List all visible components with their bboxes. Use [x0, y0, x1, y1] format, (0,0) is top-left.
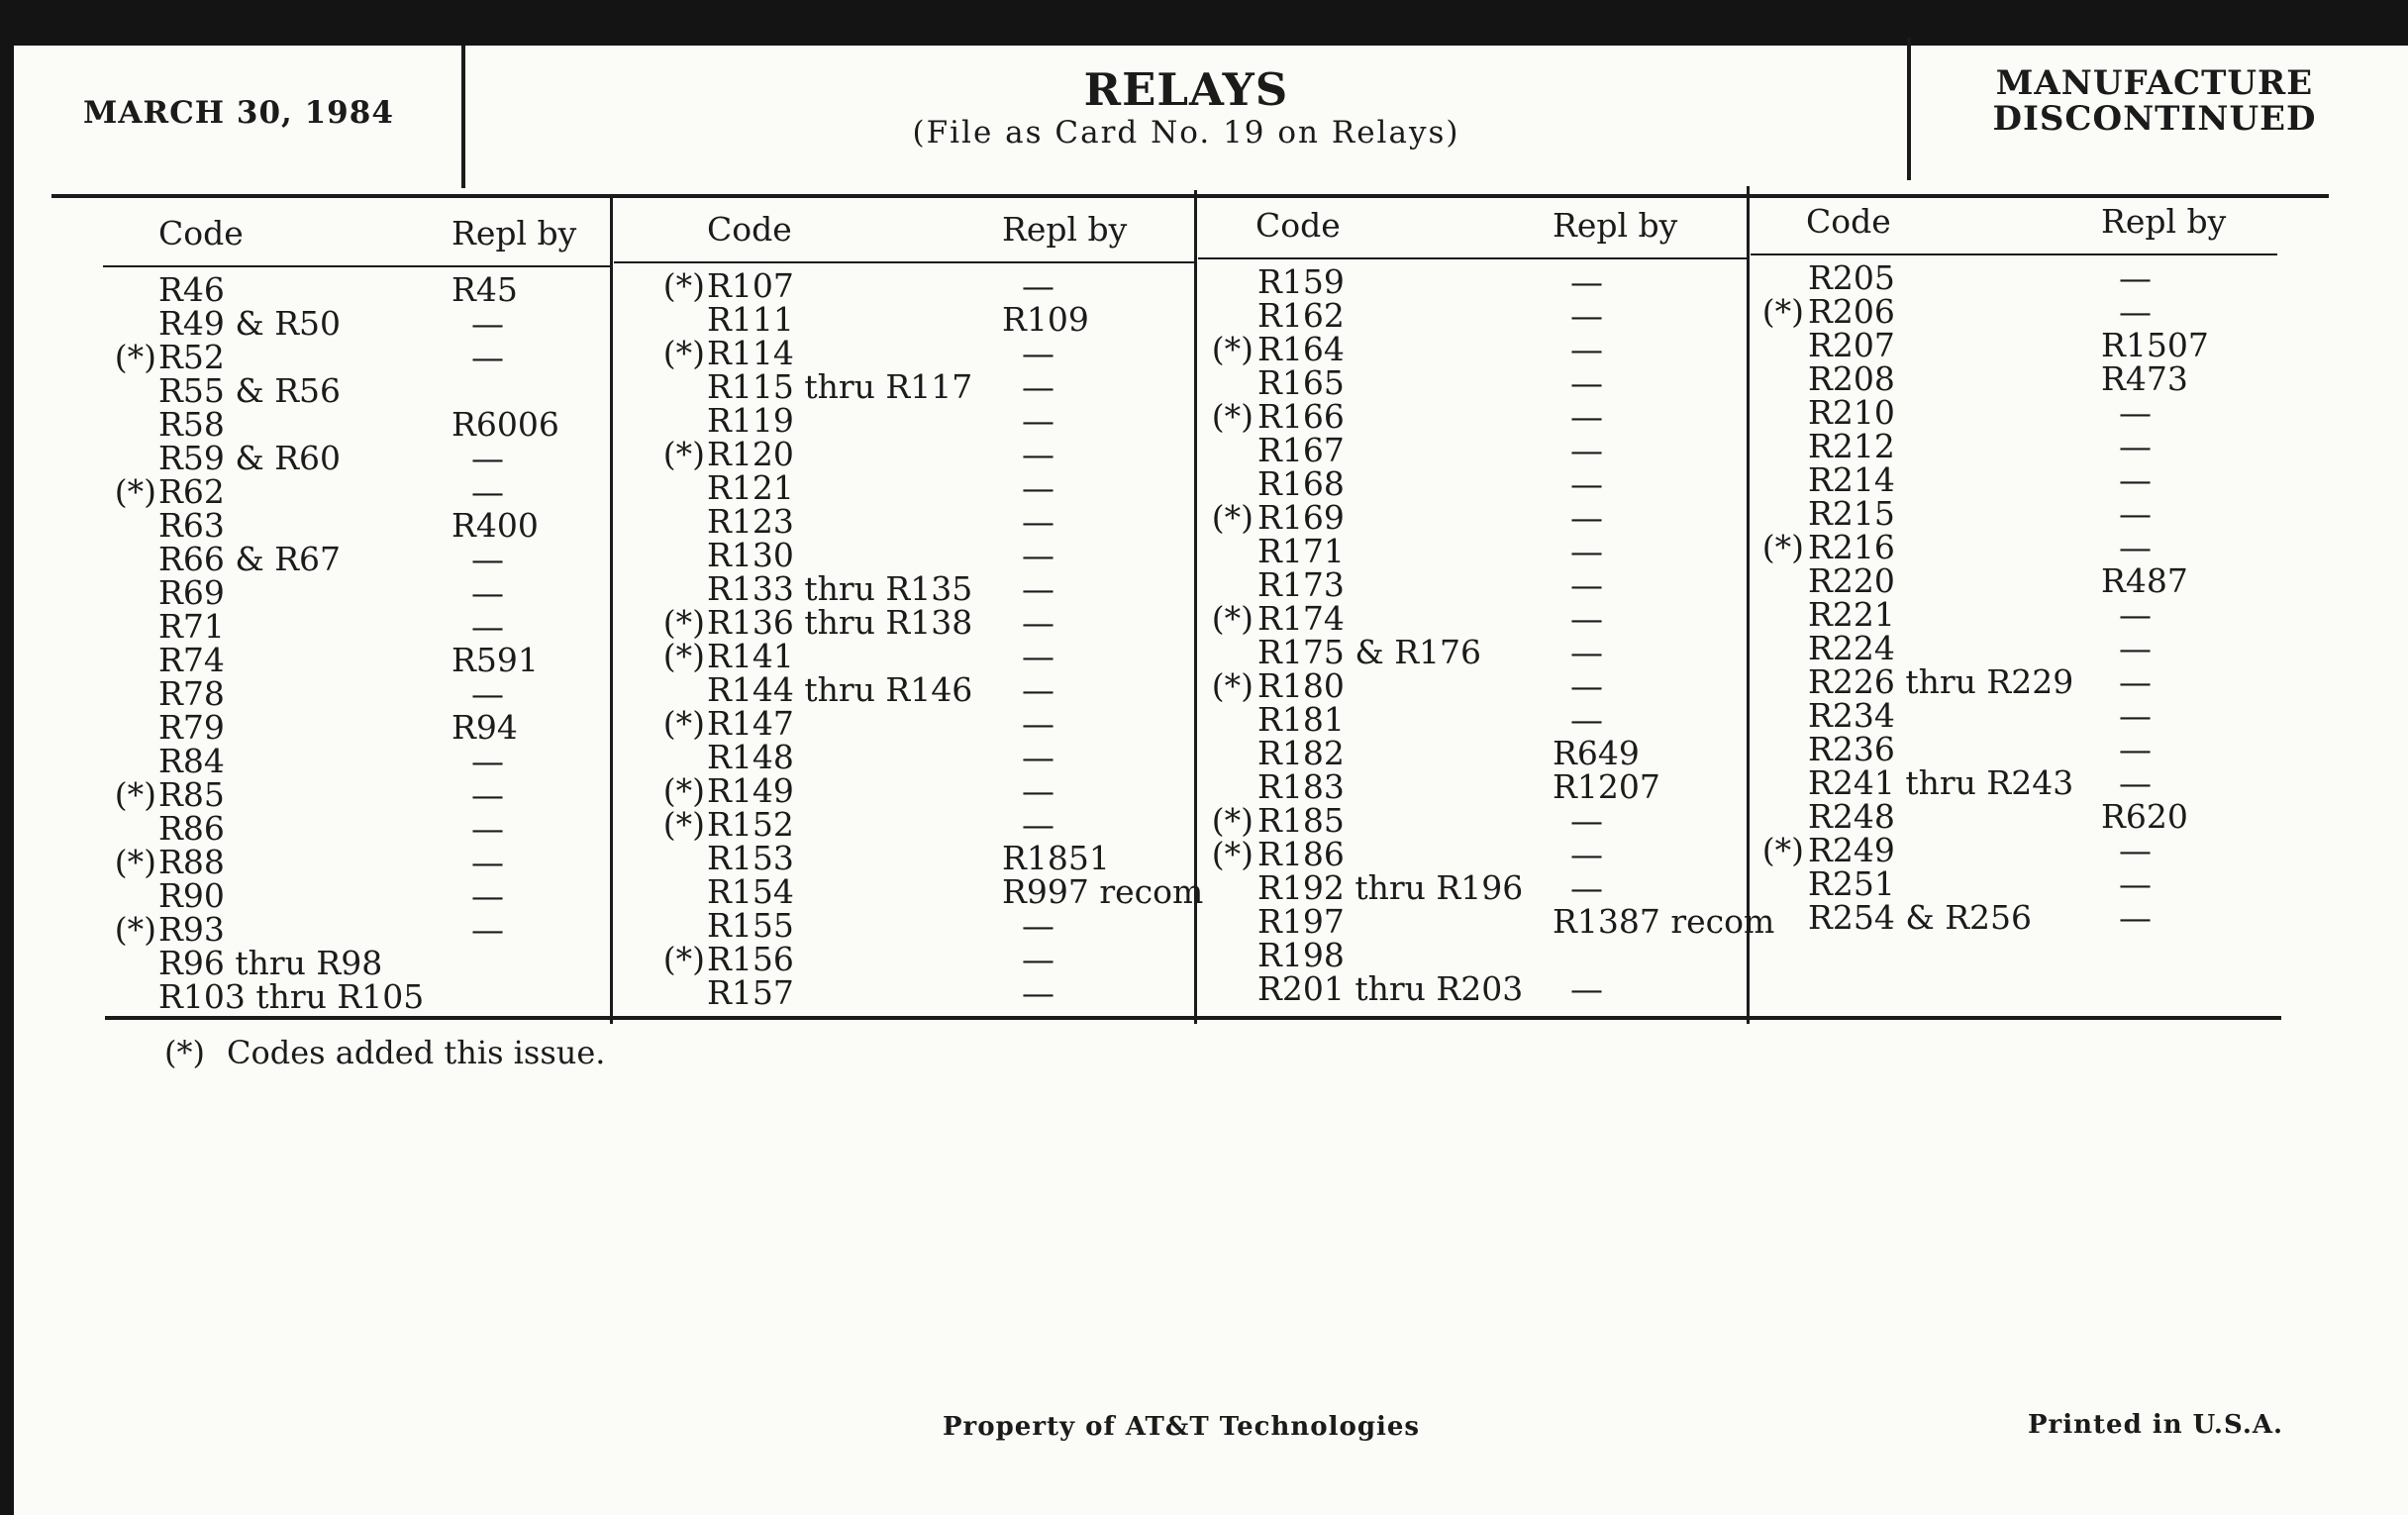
repl-cell: — [2119, 292, 2152, 331]
repl-cell: — [1570, 532, 1603, 570]
repl-cell: — [2119, 595, 2152, 634]
code-cell: R166 [1257, 397, 1345, 436]
column-header-rule [1751, 253, 2277, 255]
repl-cell: — [1022, 367, 1054, 406]
code-cell: R84 [158, 742, 225, 780]
repl-cell: — [1022, 973, 1054, 1012]
repl-cell: — [1022, 569, 1054, 608]
page-subtitle: (File as Card No. 19 on Relays) [912, 115, 1460, 151]
added-marker: (*) [1761, 831, 1804, 869]
code-cell: R201 thru R203 [1257, 969, 1524, 1008]
code-cell: R69 [158, 573, 225, 612]
added-marker: (*) [662, 805, 705, 844]
code-cell: R168 [1257, 464, 1345, 503]
code-cell: R205 [1808, 258, 1895, 297]
repl-cell: R1207 [1553, 767, 1660, 806]
repl-cell: — [471, 742, 504, 780]
code-cell: R175 & R176 [1257, 633, 1482, 671]
repl-cell: — [471, 338, 504, 376]
added-marker: (*) [114, 843, 156, 881]
added-marker: (*) [1211, 397, 1254, 436]
repl-cell: — [1022, 805, 1054, 844]
code-cell: R236 [1808, 730, 1895, 768]
repl-cell: — [1022, 670, 1054, 709]
repl-header: Repl by [1553, 206, 1678, 245]
repl-cell: — [471, 304, 504, 343]
code-cell: R198 [1257, 936, 1345, 974]
code-cell: R120 [707, 435, 794, 473]
repl-cell: — [2119, 460, 2152, 499]
repl-cell: — [2119, 730, 2152, 768]
added-marker: (*) [1761, 528, 1804, 566]
repl-cell: — [1022, 536, 1054, 574]
code-cell: R58 [158, 405, 225, 444]
code-cell: R63 [158, 506, 225, 545]
repl-cell: R473 [2101, 359, 2188, 398]
code-cell: R165 [1257, 363, 1345, 402]
code-cell: R248 [1808, 797, 1895, 836]
repl-header: Repl by [1002, 210, 1128, 249]
repl-cell: — [1570, 330, 1603, 368]
code-header: Code [1255, 206, 1341, 245]
repl-cell: — [471, 910, 504, 949]
repl-cell: — [471, 540, 504, 578]
code-cell: R226 thru R229 [1808, 662, 2074, 701]
repl-cell: — [1022, 637, 1054, 675]
code-cell: R234 [1808, 696, 1895, 735]
repl-cell: — [2119, 831, 2152, 869]
code-cell: R254 & R256 [1808, 898, 2033, 937]
code-cell: R155 [707, 906, 794, 945]
code-cell: R185 [1257, 801, 1345, 840]
repl-cell: — [1022, 468, 1054, 507]
repl-cell: — [2119, 393, 2152, 432]
issue-date: MARCH 30, 1984 [83, 95, 394, 131]
repl-cell: R1387 recom [1553, 902, 1775, 941]
code-cell: R59 & R60 [158, 439, 342, 477]
repl-cell: — [1570, 262, 1603, 301]
code-cell: R192 thru R196 [1257, 868, 1524, 907]
code-cell: R180 [1257, 666, 1345, 705]
repl-cell: — [1570, 868, 1603, 907]
code-cell: R147 [707, 704, 794, 743]
repl-cell: — [471, 472, 504, 511]
code-cell: R157 [707, 973, 794, 1012]
repl-cell: R6006 [452, 405, 559, 444]
code-cell: R214 [1808, 460, 1895, 499]
code-cell: R207 [1808, 326, 1895, 364]
repl-cell: — [2119, 258, 2152, 297]
code-cell: R186 [1257, 835, 1345, 873]
code-cell: R130 [707, 536, 794, 574]
repl-cell: — [1022, 603, 1054, 642]
repl-header: Repl by [2101, 202, 2227, 241]
repl-cell: — [1570, 565, 1603, 604]
repl-cell: — [471, 843, 504, 881]
code-cell: R49 & R50 [158, 304, 342, 343]
code-cell: R74 [158, 641, 225, 679]
repl-cell: R45 [452, 270, 518, 309]
column-header-rule [614, 261, 1194, 263]
repl-cell: — [1570, 431, 1603, 469]
code-cell: R220 [1808, 561, 1895, 600]
column-divider-1 [610, 194, 613, 1024]
code-cell: R85 [158, 775, 225, 814]
code-cell: R206 [1808, 292, 1895, 331]
repl-cell: R591 [452, 641, 539, 679]
repl-cell: — [1022, 435, 1054, 473]
repl-cell: — [1570, 296, 1603, 335]
repl-cell: — [471, 439, 504, 477]
repl-cell: R487 [2101, 561, 2188, 600]
repl-cell: — [2119, 662, 2152, 701]
repl-cell: — [471, 876, 504, 915]
code-cell: R46 [158, 270, 225, 309]
repl-cell: — [1022, 771, 1054, 810]
added-marker: (*) [114, 338, 156, 376]
code-cell: R221 [1808, 595, 1895, 634]
code-cell: R216 [1808, 528, 1895, 566]
repl-cell: — [2119, 528, 2152, 566]
code-cell: R148 [707, 738, 794, 776]
footnote-text: Codes added this issue. [226, 1034, 606, 1071]
code-cell: R88 [158, 843, 225, 881]
code-cell: R167 [1257, 431, 1345, 469]
code-cell: R141 [707, 637, 794, 675]
repl-cell: — [471, 775, 504, 814]
code-header: Code [707, 210, 792, 249]
code-cell: R121 [707, 468, 794, 507]
code-cell: R93 [158, 910, 225, 949]
code-cell: R182 [1257, 734, 1345, 772]
repl-cell: — [1570, 599, 1603, 638]
repl-cell: — [1570, 835, 1603, 873]
code-cell: R133 thru R135 [707, 569, 973, 608]
code-cell: R136 thru R138 [707, 603, 973, 642]
added-marker: (*) [662, 266, 705, 305]
repl-cell: — [1022, 266, 1054, 305]
repl-cell: R1507 [2101, 326, 2209, 364]
repl-cell: — [1570, 969, 1603, 1008]
code-cell: R86 [158, 809, 225, 848]
repl-cell: — [1022, 906, 1054, 945]
repl-cell: — [1022, 738, 1054, 776]
repl-cell: R109 [1002, 300, 1089, 339]
page-title: RELAYS [1083, 63, 1289, 116]
repl-cell: — [1570, 363, 1603, 402]
repl-cell: — [2119, 696, 2152, 735]
repl-cell: — [471, 607, 504, 646]
added-marker: (*) [114, 472, 156, 511]
repl-cell: — [1022, 502, 1054, 541]
code-cell: R159 [1257, 262, 1345, 301]
added-marker: (*) [1211, 599, 1254, 638]
code-cell: R55 & R56 [158, 371, 342, 410]
repl-cell: — [1022, 704, 1054, 743]
added-marker: (*) [1211, 835, 1254, 873]
status-label [1907, 65, 2402, 137]
repl-cell: R94 [452, 708, 518, 747]
repl-cell: — [2119, 494, 2152, 533]
code-header: Code [1806, 202, 1891, 241]
repl-cell: — [1022, 334, 1054, 372]
status-line-2: DISCONTINUED [1992, 99, 2317, 139]
repl-header: Repl by [452, 214, 577, 252]
property-notice: Property of AT&T Technologies [943, 1412, 1421, 1442]
added-marker: (*) [1211, 330, 1254, 368]
code-cell: R107 [707, 266, 794, 305]
code-cell: R119 [707, 401, 794, 440]
code-cell: R66 & R67 [158, 540, 342, 578]
code-cell: R79 [158, 708, 225, 747]
code-cell: R174 [1257, 599, 1345, 638]
code-cell: R215 [1808, 494, 1895, 533]
code-cell: R114 [707, 334, 794, 372]
added-marker: (*) [662, 603, 705, 642]
repl-cell: R649 [1553, 734, 1640, 772]
code-cell: R251 [1808, 864, 1895, 903]
repl-cell: — [2119, 427, 2152, 465]
code-cell: R153 [707, 839, 794, 877]
repl-cell: — [2119, 898, 2152, 937]
repl-cell: — [1570, 633, 1603, 671]
code-cell: R169 [1257, 498, 1345, 537]
code-cell: R103 thru R105 [158, 977, 425, 1016]
code-cell: R144 thru R146 [707, 670, 973, 709]
printed-notice: Printed in U.S.A. [2028, 1410, 2284, 1440]
code-cell: R154 [707, 872, 794, 911]
code-cell: R173 [1257, 565, 1345, 604]
added-marker: (*) [114, 775, 156, 814]
code-cell: R156 [707, 940, 794, 978]
added-marker: (*) [1211, 498, 1254, 537]
code-cell: R183 [1257, 767, 1345, 806]
repl-cell: — [2119, 629, 2152, 667]
added-marker: (*) [1211, 666, 1254, 705]
code-cell: R123 [707, 502, 794, 541]
repl-cell: R620 [2101, 797, 2188, 836]
code-cell: R212 [1808, 427, 1895, 465]
code-header: Code [158, 214, 244, 252]
code-cell: R78 [158, 674, 225, 713]
code-cell: R164 [1257, 330, 1345, 368]
added-marker: (*) [662, 435, 705, 473]
added-marker: (*) [114, 910, 156, 949]
repl-cell: — [1022, 401, 1054, 440]
repl-cell: — [1022, 940, 1054, 978]
code-cell: R62 [158, 472, 225, 511]
added-marker: (*) [662, 637, 705, 675]
repl-cell: R400 [452, 506, 539, 545]
added-marker: (*) [662, 940, 705, 978]
added-marker: (*) [662, 771, 705, 810]
code-cell: R197 [1257, 902, 1345, 941]
repl-cell: — [2119, 763, 2152, 802]
code-cell: R162 [1257, 296, 1345, 335]
code-cell: R90 [158, 876, 225, 915]
column-header-rule [103, 265, 610, 267]
code-cell: R111 [707, 300, 794, 339]
repl-cell: — [1570, 801, 1603, 840]
code-cell: R249 [1808, 831, 1895, 869]
repl-cell: R1851 [1002, 839, 1110, 877]
added-marker: (*) [662, 334, 705, 372]
code-cell: R96 thru R98 [158, 944, 383, 982]
repl-cell: — [1570, 666, 1603, 705]
code-cell: R52 [158, 338, 225, 376]
table-bottom-rule [105, 1016, 2281, 1020]
code-cell: R241 thru R243 [1808, 763, 2074, 802]
repl-cell: — [471, 573, 504, 612]
code-cell: R149 [707, 771, 794, 810]
repl-cell: — [1570, 498, 1603, 537]
repl-cell: R997 recom [1002, 872, 1204, 911]
code-cell: R224 [1808, 629, 1895, 667]
repl-cell: — [471, 674, 504, 713]
repl-cell: — [1570, 397, 1603, 436]
footnote-marker: (*) [164, 1034, 205, 1071]
added-marker: (*) [662, 704, 705, 743]
added-marker: (*) [1761, 292, 1804, 331]
code-cell: R181 [1257, 700, 1345, 739]
code-cell: R71 [158, 607, 225, 646]
repl-cell: — [1570, 464, 1603, 503]
footnote [164, 1034, 605, 1071]
code-cell: R115 thru R117 [707, 367, 973, 406]
repl-cell: — [2119, 864, 2152, 903]
code-cell: R208 [1808, 359, 1895, 398]
column-header-rule [1198, 257, 1747, 259]
repl-cell: — [471, 809, 504, 848]
status-line-1: MANUFACTURE [1995, 63, 2314, 103]
code-cell: R171 [1257, 532, 1345, 570]
added-marker: (*) [1211, 801, 1254, 840]
repl-cell: — [1570, 700, 1603, 739]
code-cell: R210 [1808, 393, 1895, 432]
header-rule [51, 194, 2329, 198]
code-cell: R152 [707, 805, 794, 844]
